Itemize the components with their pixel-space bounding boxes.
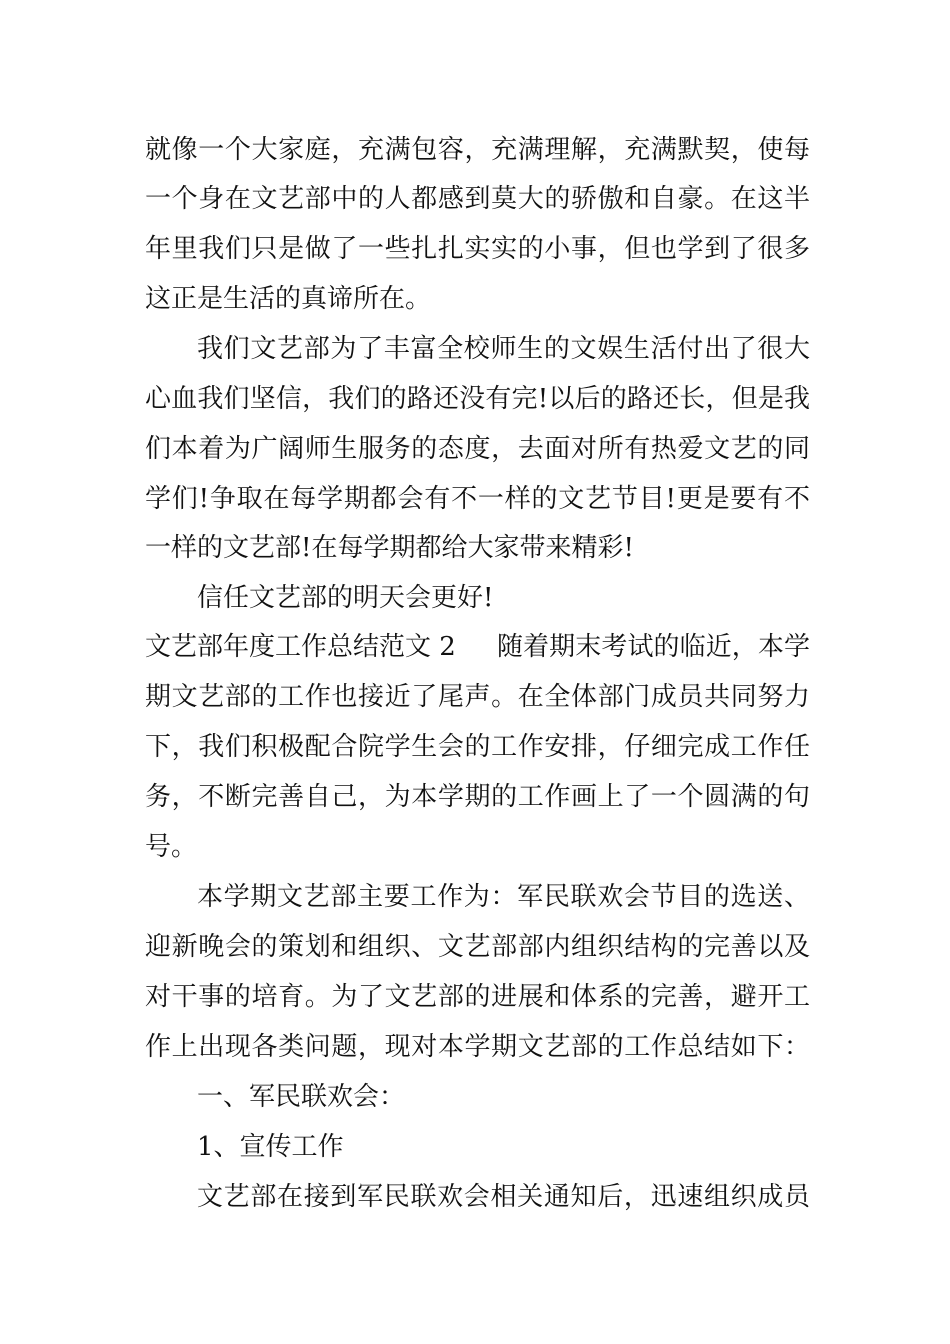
- paragraph-line: 随着期末考试的临近，本学: [497, 632, 810, 662]
- paragraph-line: 务，不断完善自己，为本学期的工作画上了一个圆满的句: [145, 782, 810, 812]
- paragraph-line: 本学期文艺部主要工作为：军民联欢会节目的选送、: [197, 882, 810, 912]
- section-heading-line: [145, 629, 810, 665]
- paragraph-line: 一样的文艺部!在每学期都给大家带来精彩!: [145, 533, 634, 563]
- paragraph-line: 文艺部在接到军民联欢会相关通知后，迅速组织成员: [197, 1182, 810, 1212]
- paragraph-line: 迎新晚会的策划和组织、文艺部部内组织结构的完善以及: [145, 932, 810, 962]
- subheading: 1、宣传工作: [197, 1132, 344, 1162]
- paragraph-line: 对干事的培育。为了文艺部的进展和体系的完善，避开工: [145, 982, 810, 1012]
- paragraph-line: 信任文艺部的明天会更好!: [197, 583, 494, 613]
- section-title: 文艺部年度工作总结范文 2: [145, 632, 456, 662]
- paragraph-line: 学们!争取在每学期都会有不一样的文艺节目!更是要有不: [145, 484, 810, 514]
- paragraph-line: 期文艺部的工作也接近了尾声。在全体部门成员共同努力: [145, 682, 810, 712]
- paragraph-line: 号。: [145, 832, 198, 862]
- paragraph-line: 年里我们只是做了一些扎扎实实的小事，但也学到了很多: [145, 234, 810, 264]
- paragraph-line: 一个身在文艺部中的人都感到莫大的骄傲和自豪。在这半: [145, 184, 810, 214]
- paragraph-line: 作上出现各类问题，现对本学期文艺部的工作总结如下：: [145, 1032, 810, 1062]
- paragraph-line: 们本着为广阔师生服务的态度，去面对所有热爱文艺的同: [145, 434, 810, 464]
- paragraph-line: 下，我们积极配合院学生会的工作安排，仔细完成工作任: [145, 732, 810, 762]
- paragraph-line: 心血我们坚信，我们的路还没有完!以后的路还长，但是我: [145, 384, 810, 414]
- paragraph-line: 我们文艺部为了丰富全校师生的文娱生活付出了很大: [197, 334, 810, 364]
- subheading: 一、军民联欢会：: [197, 1082, 406, 1112]
- paragraph-line: 就像一个大家庭，充满包容，充满理解，充满默契，使每: [145, 135, 810, 165]
- paragraph-line: 这正是生活的真谛所在。: [145, 284, 432, 314]
